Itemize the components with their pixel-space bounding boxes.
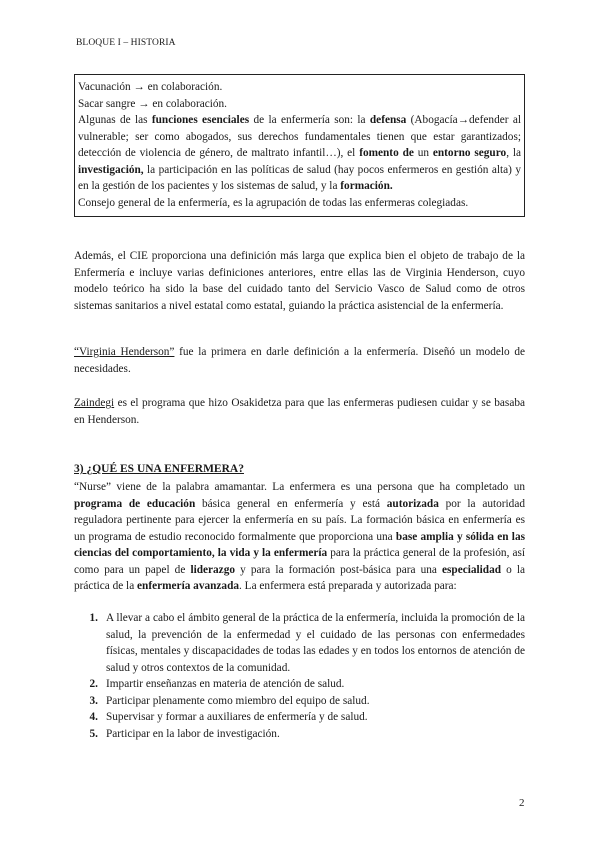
bold-text: liderazgo (190, 563, 235, 576)
page-number: 2 (519, 797, 525, 809)
text: , la (506, 147, 522, 159)
arrow-icon: → (457, 114, 469, 126)
text: por la autoridad reguladora pertinente para ejercer la enfermería en su país. La formación básica en enfermería es un programa de estudio reconocido formalmente que proporciona una (74, 497, 525, 543)
text: y para la formación post-básica para una (235, 563, 442, 576)
page-header: BLOQUE I – HISTORIA (76, 38, 176, 48)
bold-text: investigación, (78, 163, 144, 176)
text: de la enfermería son: la (249, 114, 370, 126)
text: “Nurse” viene de la palabra amamantar. La enfermera es una persona que ha completado un (74, 481, 525, 493)
cie-paragraph: Además, el CIE proporciona una definición más larga que explica bien el objeto de trabajo de la Enfermería e incluye varias definiciones anteriores, entre ellas las de Virginia Henderson, cuyo modelo teórico ha sido la base del cuidado tanto del Servicio Vasco de Salud como de otros sistemas sanitarios a nivel estatal como estatal, guiando la práctica asistencial de la enfermería. (74, 250, 525, 312)
text: un (413, 147, 433, 159)
list-number: 4. (89, 711, 98, 723)
bold-text: especialidad (442, 563, 501, 576)
bold-text: funciones esenciales (151, 114, 250, 126)
bold-text: enfermería avanzada (137, 580, 240, 592)
text: la participación en las políticas de salud (hay pocos enfermeros en gestión alta) y en la gestión de los pacientes y los sistemas de salud, y la (78, 163, 521, 192)
list-item (74, 709, 525, 726)
list-number: 2. (89, 678, 98, 690)
list-number: 3. (89, 694, 98, 707)
bold-text: autorizada (386, 497, 439, 510)
list-item-text: Participar en la labor de investigación. (106, 727, 280, 740)
box-line-vacunacion (78, 79, 521, 96)
bold-text: fomento de (359, 147, 414, 159)
nurse-definition-paragraph (74, 479, 525, 595)
text: fue la primera en darle definición a la enfermería. Diseñó un modelo de necesidades. (74, 346, 525, 375)
info-box (74, 74, 525, 217)
text: defender al vulnerable; ser como abogados, sus derechos fundamentales tienen que estar garantizados; detección de violencia de género, de maltrato infantil…), el (78, 114, 521, 159)
box-consejo-line: Consejo general de la enfermería, es la agrupación de todas las enfermeras colegiadas. (78, 196, 469, 209)
list-number: 1. (89, 612, 98, 624)
text: . La enfermera está preparada y autorizada para: (239, 580, 457, 592)
text: (Abogacía (406, 114, 458, 126)
text: Algunas de las (78, 114, 152, 126)
list-item-text: Participar plenamente como miembro del equipo de salud. (106, 694, 370, 707)
list-item (74, 726, 525, 743)
list-item-text: Supervisar y formar a auxiliares de enfermería y de salud. (106, 711, 368, 723)
text: es el programa que hizo Osakidetza para que las enfermeras pudiesen cuidar y se basaba en Henderson. (74, 397, 525, 426)
box-line1-text: Vacunación (78, 81, 134, 93)
section-heading: 3) ¿QUÉ ES UNA ENFERMERA? (74, 463, 244, 475)
box-line-sangre (78, 96, 521, 113)
bold-text: defensa (369, 114, 407, 126)
box-line2-text: Sacar sangre (78, 97, 139, 110)
box-line1-text-post: en colaboración. (144, 81, 223, 93)
text: para la práctica general de la profesión, así como para un papel de (74, 547, 525, 576)
bold-text: entorno seguro (432, 147, 507, 159)
bold-text: base amplia y sólida en las ciencias del comportamiento, la vida y la enfermería (74, 530, 525, 559)
nurse-duties-list (74, 610, 525, 742)
bold-text: programa de educación (74, 497, 196, 510)
arrow-icon: → (138, 97, 150, 110)
box-line2-text-post: en colaboración. (149, 97, 228, 110)
list-item-text: Impartir enseñanzas en materia de atención de salud. (106, 678, 345, 690)
text: básica general en enfermería y está (195, 497, 387, 510)
list-item (74, 676, 525, 693)
list-item (74, 610, 525, 676)
henderson-paragraph (74, 344, 525, 377)
list-item (74, 693, 525, 710)
zaindegi-link[interactable]: Zaindegi (74, 397, 115, 409)
text: o la práctica de la (74, 563, 525, 592)
list-item-text: A llevar a cabo el ámbito general de la práctica de la enfermería, incluida la promoción de la salud, la prevención de la enfermedad y el cuidado de las personas con enfermedades físicas, mentales y discapacidades de todas las edades y en todos los entornos de atención de salud y otros contextos de la comunidad. (106, 612, 525, 674)
list-number: 5. (89, 727, 98, 740)
box-functions-paragraph (78, 112, 521, 195)
henderson-link[interactable]: “Virginia Henderson” (74, 346, 175, 358)
zaindegi-paragraph (74, 395, 525, 428)
bold-text: formación. (340, 180, 393, 192)
arrow-icon: → (133, 81, 145, 93)
